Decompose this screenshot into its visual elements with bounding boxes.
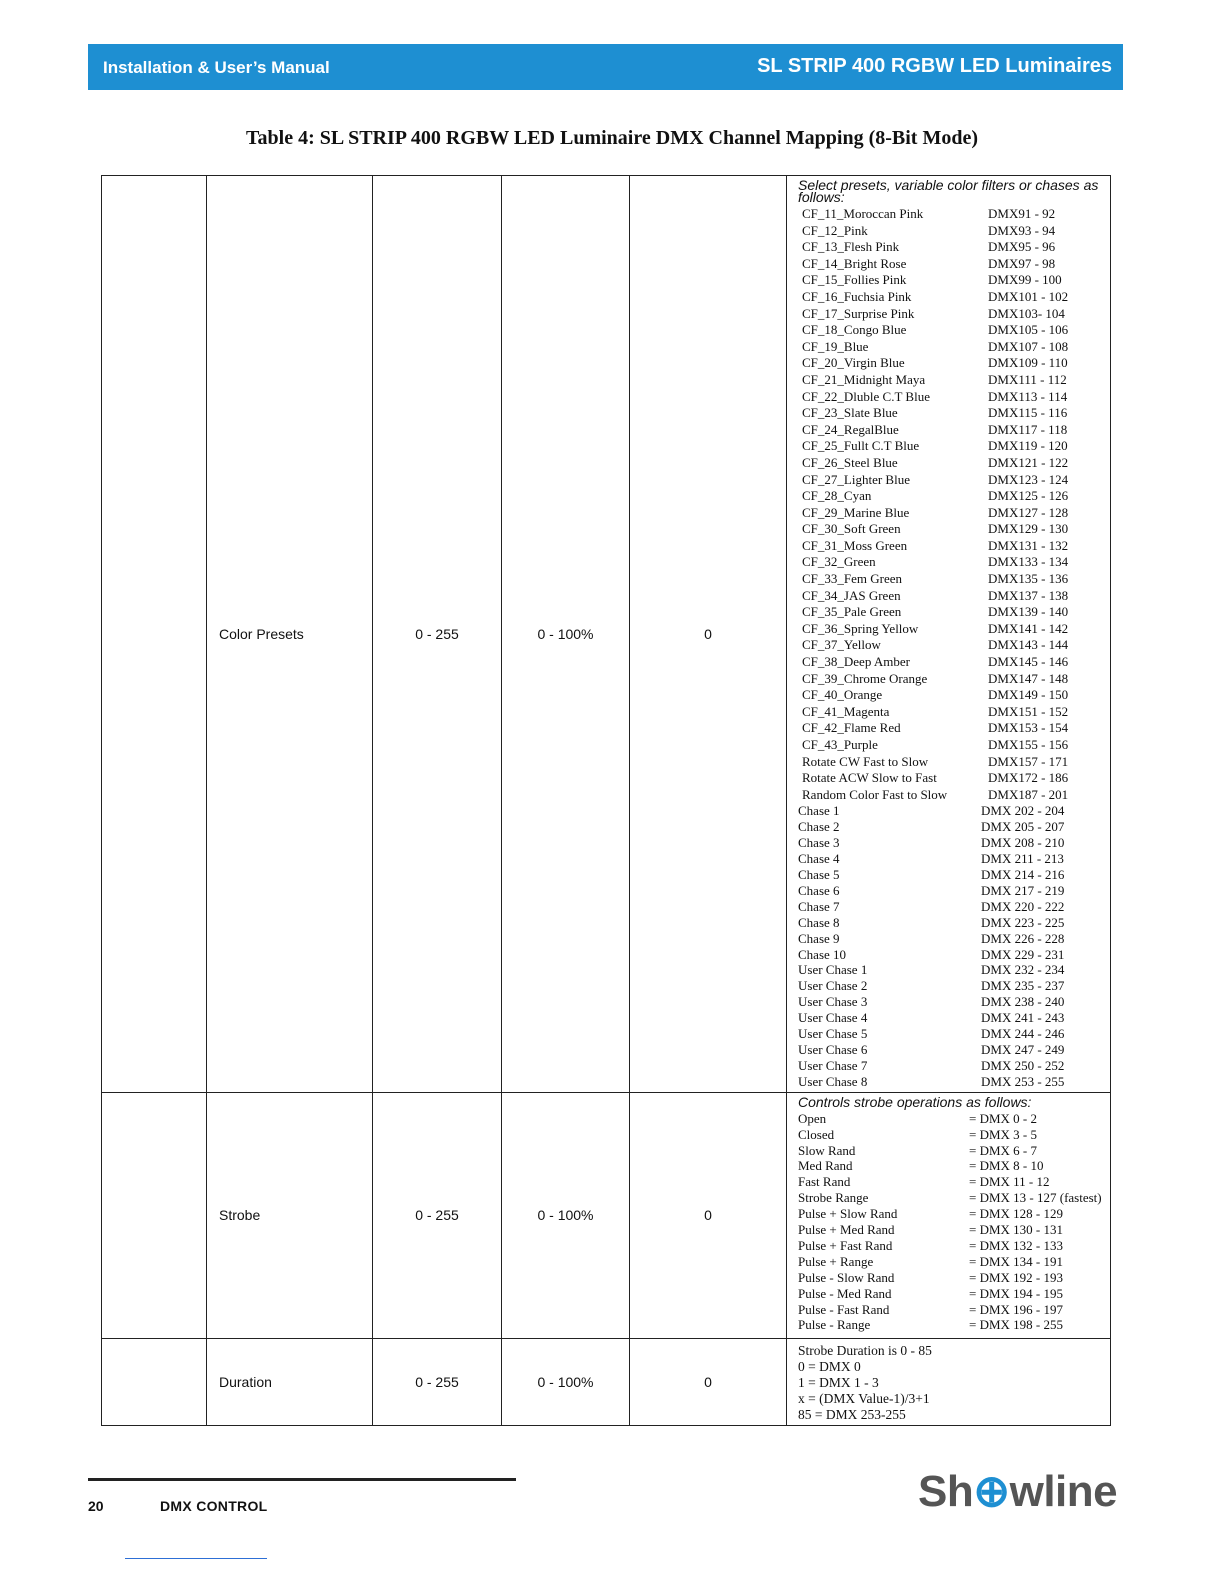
strobe-dmx-range: = DMX 134 - 191: [969, 1253, 1063, 1269]
preset-dmx-range: DMX113 - 114: [988, 388, 1068, 404]
description-cell: [787, 1338, 1111, 1425]
preset-name: CF_39_Chrome Orange: [802, 670, 928, 686]
preset-name: Rotate ACW Slow to Fast: [802, 770, 937, 786]
chase-dmx-range: DMX 235 - 237: [981, 978, 1065, 994]
preset-name: CF_14_Bright Rose: [802, 255, 907, 271]
strobe-mode: Pulse - Slow Rand: [798, 1269, 895, 1285]
preset-dmx-range: DMX145 - 146: [988, 654, 1069, 670]
strobe-dmx-range: = DMX 132 - 133: [969, 1237, 1063, 1253]
chase-name: Chase 3: [798, 835, 840, 851]
preset-dmx-range: DMX91 - 92: [988, 206, 1056, 221]
function-name: Duration: [207, 1338, 373, 1425]
preset-name: CF_26_Steel Blue: [802, 454, 898, 470]
preset-name: CF_25_Fullt C.T Blue: [802, 438, 920, 454]
strobe-dmx-range: = DMX 198 - 255: [969, 1317, 1063, 1333]
preset-name: CF_31_Moss Green: [802, 537, 908, 553]
preset-name: CF_35_Pale Green: [802, 604, 902, 620]
preset-name: CF_41_Magenta: [802, 703, 890, 719]
preset-dmx-range: DMX133 - 134: [988, 554, 1069, 570]
chase-dmx-range: DMX 214 - 216: [981, 867, 1065, 882]
preset-name: CF_19_Blue: [802, 338, 869, 354]
preset-dmx-range: DMX105 - 106: [988, 322, 1069, 338]
strobe-mode: Pulse - Fast Rand: [798, 1301, 890, 1317]
default-value: 0: [630, 1338, 787, 1425]
preset-name: Rotate CW Fast to Slow: [802, 753, 929, 769]
preset-name: CF_33_Fem Green: [802, 571, 903, 587]
strobe-mode: Pulse + Fast Rand: [798, 1237, 893, 1253]
strobe-dmx-range: = DMX 194 - 195: [969, 1285, 1063, 1301]
preset-name: CF_38_Deep Amber: [802, 654, 910, 670]
chase-dmx-range: DMX 232 - 234: [981, 962, 1065, 978]
preset-name: CF_42_Flame Red: [802, 720, 901, 736]
chase-name: User Chase 4: [798, 1010, 868, 1026]
preset-dmx-range: DMX141 - 142: [988, 620, 1069, 636]
chase-name: Chase 1: [798, 803, 840, 819]
channel-cell: [102, 176, 207, 1093]
preset-name: Random Color Fast to Slow: [802, 786, 948, 802]
channel-cell: [102, 1092, 207, 1338]
header-bar: [88, 44, 1123, 90]
preset-name: CF_28_Cyan: [802, 488, 872, 504]
preset-dmx-range: DMX93 - 94: [988, 222, 1056, 238]
product-title: SL STRIP 400 RGBW LED Luminaires: [757, 55, 1112, 77]
preset-name: CF_34_JAS Green: [802, 587, 901, 603]
strobe-dmx-range: = DMX 196 - 197: [969, 1301, 1063, 1317]
preset-name: CF_29_Marine Blue: [802, 504, 910, 520]
preset-name: CF_30_Soft Green: [802, 521, 901, 537]
chase-dmx-range: DMX 202 - 204: [981, 803, 1065, 819]
chase-dmx-range: DMX 226 - 228: [981, 930, 1065, 946]
strobe-mode: Slow Rand: [798, 1142, 856, 1158]
table-row: [102, 1092, 1111, 1338]
section-name: DMX CONTROL: [160, 1498, 268, 1514]
preset-dmx-range: DMX139 - 140: [988, 604, 1069, 620]
preset-dmx-range: DMX121 - 122: [988, 454, 1069, 470]
chase-dmx-range: DMX 223 - 225: [981, 914, 1065, 930]
duration-line: x = (DMX Value-1)/3+1: [798, 1390, 930, 1406]
preset-dmx-range: DMX101 - 102: [988, 288, 1069, 304]
preset-name: CF_18_Congo Blue: [802, 322, 907, 338]
chase-name: Chase 7: [798, 898, 840, 914]
preset-name: CF_20_Virgin Blue: [802, 355, 905, 371]
preset-name: CF_43_Purple: [802, 737, 878, 752]
preset-name: CF_32_Green: [802, 554, 876, 570]
chase-dmx-range: DMX 211 - 213: [981, 851, 1064, 867]
default-value: 0: [630, 176, 787, 1093]
strobe-list: [798, 1111, 1110, 1334]
preset-dmx-range: DMX151 - 152: [988, 703, 1069, 719]
preset-dmx-range: DMX107 - 108: [988, 338, 1069, 354]
preset-dmx-range: DMX157 - 171: [988, 753, 1069, 769]
preset-dmx-range: DMX117 - 118: [988, 421, 1068, 437]
preset-dmx-range: DMX137 - 138: [988, 587, 1069, 603]
preset-dmx-range: DMX115 - 116: [988, 405, 1068, 421]
chase-name: User Chase 5: [798, 1026, 868, 1042]
chase-list: [798, 803, 1110, 1089]
dmx-range: 0 - 255: [373, 176, 502, 1093]
preset-dmx-range: DMX131 - 132: [988, 537, 1069, 553]
strobe-mode: Pulse + Med Rand: [798, 1222, 895, 1238]
preset-name: CF_16_Fuchsia Pink: [802, 288, 912, 304]
preset-dmx-range: DMX143 - 144: [988, 637, 1069, 653]
chase-dmx-range: DMX 241 - 243: [981, 1010, 1065, 1026]
table-title: Table 4: SL STRIP 400 RGBW LED Luminaire DMX Channel Mapping (8-Bit Mode): [246, 127, 978, 149]
table-row: [102, 176, 1111, 1093]
preset-name: CF_11_Moroccan Pink: [802, 206, 924, 221]
preset-dmx-range: DMX127 - 128: [988, 504, 1069, 520]
strobe-dmx-range: = DMX 128 - 129: [969, 1206, 1063, 1222]
preset-name: CF_24_RegalBlue: [802, 421, 899, 437]
chase-dmx-range: DMX 244 - 246: [981, 1026, 1065, 1042]
preset-name: CF_17_Surprise Pink: [802, 305, 915, 321]
chase-name: User Chase 6: [798, 1041, 868, 1057]
strobe-mode: Pulse + Slow Rand: [798, 1206, 898, 1222]
preset-dmx-range: DMX187 - 201: [988, 786, 1069, 802]
strobe-mode: Pulse - Range: [798, 1317, 871, 1333]
duration-line: Strobe Duration is 0 - 85: [798, 1342, 932, 1358]
description-intro: Select presets, variable color filters or chases as follows:: [798, 177, 1099, 205]
preset-name: CF_21_Midnight Maya: [802, 371, 926, 387]
preset-name: CF_36_Spring Yellow: [802, 620, 919, 636]
chase-name: Chase 10: [798, 946, 847, 962]
manual-title: Installation & User’s Manual: [103, 58, 330, 77]
duration-line: 85 = DMX 253-255: [798, 1406, 906, 1422]
function-name: Color Presets: [207, 176, 373, 1093]
preset-dmx-range: DMX103- 104: [988, 305, 1065, 321]
chase-dmx-range: DMX 253 - 255: [981, 1073, 1065, 1089]
footer-rule: [88, 1478, 516, 1481]
channel-cell: [102, 1338, 207, 1425]
duration-notes: [798, 1342, 1110, 1423]
strobe-dmx-range: = DMX 6 - 7: [969, 1142, 1037, 1158]
preset-name: CF_27_Lighter Blue: [802, 471, 910, 487]
description-cell: [787, 1092, 1111, 1338]
dmx-range: 0 - 255: [373, 1092, 502, 1338]
chase-dmx-range: DMX 250 - 252: [981, 1057, 1065, 1073]
preset-dmx-range: DMX123 - 124: [988, 471, 1069, 487]
function-name: Strobe: [207, 1092, 373, 1338]
description-cell: [787, 176, 1111, 1093]
showline-logo: Sh⊕wline: [918, 1467, 1118, 1516]
strobe-mode: Strobe Range: [798, 1190, 869, 1206]
preset-name: CF_22_Dluble C.T Blue: [802, 388, 930, 404]
strobe-dmx-range: = DMX 0 - 2: [969, 1110, 1037, 1126]
chase-name: User Chase 1: [798, 962, 868, 978]
chase-name: User Chase 2: [798, 978, 868, 994]
chase-name: Chase 9: [798, 930, 840, 946]
preset-dmx-range: DMX125 - 126: [988, 488, 1069, 504]
chase-name: Chase 5: [798, 867, 840, 882]
chase-dmx-range: DMX 229 - 231: [981, 946, 1065, 962]
description-intro: Controls strobe operations as follows:: [798, 1093, 1032, 1110]
page-number: 20: [88, 1498, 104, 1514]
chase-name: Chase 4: [798, 851, 840, 867]
logo-target-icon: ⊕: [973, 1467, 1010, 1516]
table-row: [102, 1338, 1111, 1425]
preset-dmx-range: DMX99 - 100: [988, 272, 1062, 288]
strobe-dmx-range: = DMX 11 - 12: [969, 1174, 1050, 1190]
percent-range: 0 - 100%: [502, 1092, 630, 1338]
preset-list: [798, 206, 1110, 803]
chase-name: User Chase 8: [798, 1073, 868, 1089]
strobe-mode: Fast Rand: [798, 1174, 851, 1190]
percent-range: 0 - 100%: [502, 1338, 630, 1425]
chase-dmx-range: DMX 205 - 207: [981, 819, 1065, 835]
strobe-mode: Pulse + Range: [798, 1253, 874, 1269]
preset-dmx-range: DMX155 - 156: [988, 737, 1069, 752]
strobe-dmx-range: = DMX 13 - 127 (fastest): [969, 1190, 1102, 1206]
chase-dmx-range: DMX 217 - 219: [981, 882, 1065, 898]
percent-range: 0 - 100%: [502, 176, 630, 1093]
strobe-mode: Open: [798, 1110, 827, 1126]
strobe-mode: Pulse - Med Rand: [798, 1285, 892, 1301]
chase-dmx-range: DMX 220 - 222: [981, 898, 1065, 914]
chase-dmx-range: DMX 247 - 249: [981, 1041, 1065, 1057]
chase-name: Chase 8: [798, 914, 840, 930]
dmx-channel-table: [101, 175, 1111, 1426]
duration-line: 0 = DMX 0: [798, 1358, 861, 1374]
strobe-mode: Med Rand: [798, 1158, 853, 1174]
default-value: 0: [630, 1092, 787, 1338]
preset-dmx-range: DMX129 - 130: [988, 521, 1069, 537]
chase-name: User Chase 7: [798, 1057, 868, 1073]
chase-dmx-range: DMX 238 - 240: [981, 994, 1065, 1010]
preset-dmx-range: DMX172 - 186: [988, 770, 1069, 786]
strobe-mode: Closed: [798, 1126, 835, 1142]
preset-name: CF_12_Pink: [802, 222, 868, 238]
strobe-dmx-range: = DMX 3 - 5: [969, 1126, 1037, 1142]
preset-name: CF_40_Orange: [802, 687, 883, 703]
preset-dmx-range: DMX149 - 150: [988, 687, 1069, 703]
preset-dmx-range: DMX97 - 98: [988, 255, 1056, 271]
chase-dmx-range: DMX 208 - 210: [981, 835, 1065, 851]
chase-name: Chase 6: [798, 882, 840, 898]
preset-dmx-range: DMX135 - 136: [988, 571, 1069, 587]
preset-dmx-range: DMX119 - 120: [988, 438, 1068, 454]
preset-dmx-range: DMX153 - 154: [988, 720, 1069, 736]
strobe-dmx-range: = DMX 192 - 193: [969, 1269, 1063, 1285]
strobe-dmx-range: = DMX 8 - 10: [969, 1158, 1044, 1174]
preset-dmx-range: DMX147 - 148: [988, 670, 1069, 686]
preset-dmx-range: DMX109 - 110: [988, 355, 1068, 371]
preset-dmx-range: DMX111 - 112: [988, 371, 1067, 387]
duration-line: 1 = DMX 1 - 3: [798, 1374, 879, 1390]
chase-name: Chase 2: [798, 819, 840, 835]
strobe-dmx-range: = DMX 130 - 131: [969, 1222, 1063, 1238]
dmx-range: 0 - 255: [373, 1338, 502, 1425]
preset-name: CF_15_Follies Pink: [802, 272, 907, 288]
link-underline: [125, 1558, 267, 1559]
preset-name: CF_23_Slate Blue: [802, 405, 898, 421]
preset-dmx-range: DMX95 - 96: [988, 239, 1056, 255]
preset-name: CF_37_Yellow: [802, 637, 881, 653]
preset-name: CF_13_Flesh Pink: [802, 239, 900, 255]
chase-name: User Chase 3: [798, 994, 868, 1010]
